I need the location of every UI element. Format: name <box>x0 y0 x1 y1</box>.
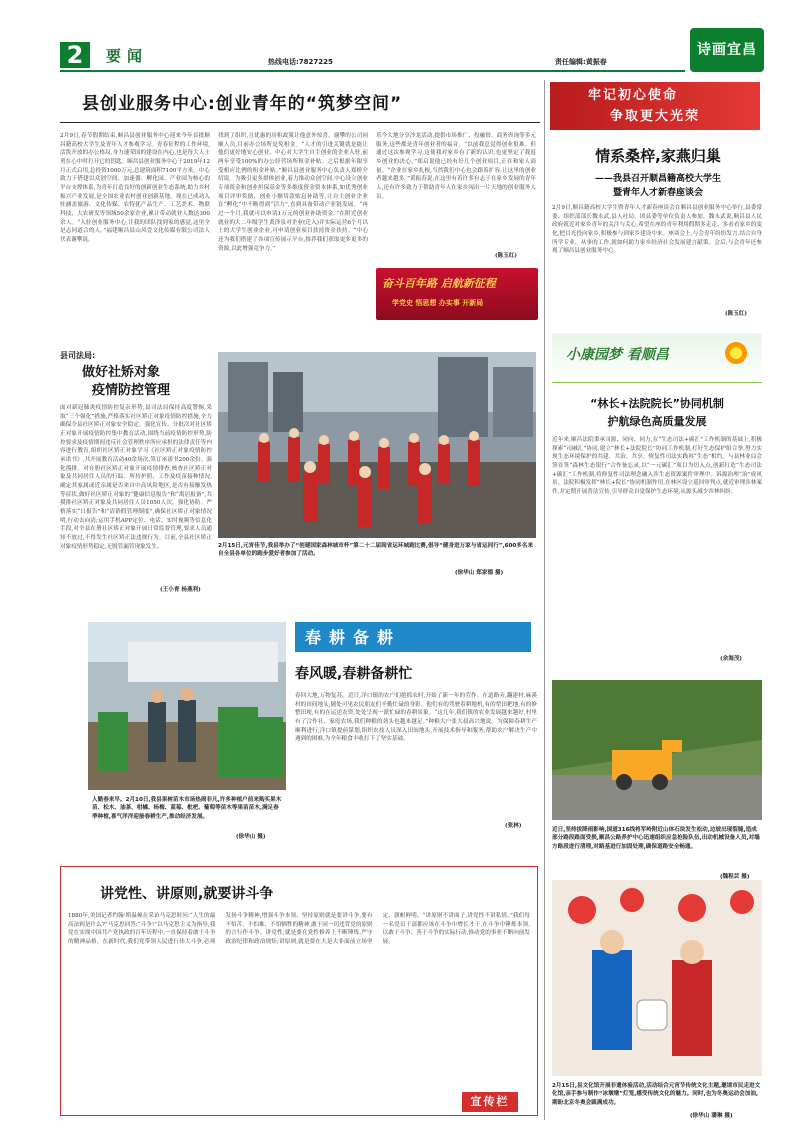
road-credit: (魏程芸 摄) <box>720 874 750 880</box>
xiaokang-banner <box>552 333 762 383</box>
spring-banner-text: 春耕备耕 <box>305 628 402 647</box>
mission-banner <box>550 82 760 130</box>
court-byline: (王小青 杨燕利) <box>160 587 201 593</box>
spring-byline: (张林) <box>505 823 522 829</box>
mission-line-2: 争取更大光荣 <box>610 109 701 124</box>
lantern-credit: (徐华山 潘琳 摄) <box>690 1113 733 1119</box>
column-divider <box>544 80 545 1120</box>
flower-icon <box>722 339 750 367</box>
court-body: 面对新冠肺炎疫情防控复杂形势,县司法局保持高度警惕,采取“三个强化”措施,严格落实社区矫正对象疫情防控措施,全力确保全县社区矫正对象安全稳定。强化宣传。分批次对社区矫正对象开展疫情防控集中教育活动,围绕当前疫情防控形势,防控要求及疫情期间违反社会管理秩序所应承担的法律责任等内容进行教育,组织社区矫正对象学习《社区矫正对象疫情防控承诺书》,共开展教育活动40余场次,签订承诺书200余份。强化摸排。对在册社区矫正对象开展疫情排查,核查社区矫正对象及共同居住人员的行踪、所持护照、工作及疫苗接种情况,确定其家属或近亲属是否来自中高风险地区,是否有接触发热等症状,做好社区矫正对象的“健康信息报告”和“离居报备”,共摸排社区矫正对象及共同居住人员1050人次。强化协防。严格落实“日报告”和“请销假管理制度”,确保社区矫正对象情况明,行动去向清;运用手机APP定位、电话、实时视频等信息化手段,对全县在册社区矫正对象开展日常监督管理,要求人员通知不放过,不得发生社区矫正法违规行为。目前,全县社区矫正对象疫情形势稳定,无脱管漏管现象发生。 <box>60 405 212 550</box>
youth-byline: (陈玉红) <box>725 311 748 317</box>
page-number: 2 <box>66 41 84 69</box>
road-photo <box>552 680 762 820</box>
court-headline-1: 做好社矫对象 <box>82 365 161 380</box>
lead-rule <box>60 122 540 123</box>
forest-headline-2: 护航绿色高质量发展 <box>607 415 707 428</box>
page-number-box <box>60 42 90 68</box>
xiaokang-text: 小康园梦 看顺昌 <box>566 347 669 363</box>
road-scene <box>552 680 762 820</box>
spring-body: 春回大地,万物复苏。近日,洋口镇的农户们抢抓农时,开始了新一年的劳作。在道路旁,翻建村,麻溪村的田间地头,随处可见农民朋友们辛勤忙碌的身影。他们有的驾驶着耕地机,有的犁田耙地,有的修整田埂,有的在运送农资,处处呈现一派忙碌的春耕景象。“这几年,我们镇的农业发展越来越好,村里有了合作社、家庭农场,我们种粮的劲头也越来越足。”种粮大户张大叔高兴地说。为保障春耕生产顺利进行,洋口镇提前谋划,组织农技人员深入田间地头,开展技术指导和服务,帮助农户解决生产中遇到的困难,为全年粮食丰收打下了坚实基础。 <box>295 693 537 743</box>
marathon-credit: (徐华山 郑家德 摄) <box>455 570 504 576</box>
promo-tag-text: 宣传栏 <box>470 1095 510 1108</box>
masthead <box>30 28 770 74</box>
lead-headline: 县创业服务中心:创业青年的“筑梦空间” <box>82 94 403 114</box>
editor-credit: 责任编辑:黄振春 <box>555 58 607 66</box>
forest-byline: (余海茂) <box>720 656 743 662</box>
centenary-sub: 学党史 悟思想 办实事 开新局 <box>392 299 484 307</box>
market-caption: 人勤春来早。2月10日,我县果树苗木市场热闹非凡,许多种植户前来购买果木苗、松木、油茶、柑橘、杨梅、蓝莓、枇杷、葡萄等苗木等果苗苗木,满足春季种植,喜气洋洋迎接春耕生产,推动经济发展。 <box>92 797 282 820</box>
market-scene <box>88 622 286 790</box>
party-body: 1880年,美国记者约翰·斯温顿在采访马克思时问:“人生的最高法则是什么?”马克思回答:“斗争!”以马克思主义为指导,我党在实现中国共产党执政的百年历程中,一直保持着敢于斗争的精神品格。在新时代,我们党带领人民进行伟大斗争,必须发扬斗争精神,增强斗争本领。坚持原则就是要讲斗争,要有不怕苦、不怕难、不怕牺牲的精神,敢于同一切违背党的原则的言行作斗争。讲党性,就是要在党性修养上不断锤炼,严守政治纪律和政治规矩;讲原则,就是要在大是大非面前立场坚定、旗帜鲜明。“讲原则不讲面子,讲党性不讲私情。”我们每一名党员干部都应该在斗争中增长才干,在斗争中锤炼本领,以敢于斗争、善于斗争的实际行动,推动党的事业不断向前发展。 <box>68 913 530 945</box>
marathon-scene <box>218 352 536 538</box>
market-photo <box>88 622 286 790</box>
forest-body: 近年来,顺昌法院秉承司源、同向、同力,在“生态司法+碳汇”工作机制的基础上,积极探索“司融汇”协同,建立“林长+法院院长”协同工作机制,打好生态保护组合拳,努力实现生态环境保护的共建、共治、共享。恢复性司法实践再“生态”相约。与县林业局会签首签“森林生态银行”合作备忘录,以“一元碳汇”项目为切入点,创新打造“生态司法+碳汇”工作机制,将修复性司法理念融入涉生态资源案件审理中。诉源治理“治”成风景。法院积极发挥“林长+院长”协同机制作用,在林区设立巡回审判点,就近审理涉林案件,并定期开展普法宣传,引导群众自觉保护生态环境,从源头减少涉林纠纷。 <box>552 437 762 495</box>
lantern-caption: 2月15日,县文化馆开展非遗体验活动,活动结合元宵节传统文化主题,邀请市民走进文化馆,亲手参与制作“冰墩墩”灯笼,感受传统文化的魅力。同时,也为冬奥运动会加油,期盼北京冬奥会圆满成功。 <box>552 1083 761 1106</box>
youth-headline: 情系桑梓,家燕归巢 <box>595 147 721 165</box>
centenary-title: 奋斗百年路 启航新征程 <box>382 277 496 290</box>
hotline: 热线电话:7827225 <box>268 58 333 66</box>
court-kicker: 县司法局: <box>60 351 96 360</box>
lantern-photo <box>552 880 762 1076</box>
marathon-caption: 2月15日,元宵佳节,我县举办了“创建国家森林城市杯”第二十二届闽省运环城跑比赛,倡导“健身进万家与省运同行”,600多名来自全县各单位的跑步爱好者参加了活动。 <box>218 543 534 558</box>
spring-banner <box>295 622 531 652</box>
youth-body: 2月9日,顺昌籍高校大学生暨青年人才新春座谈会在顺昌县创业服务中心举行,县委常委、组织部部长魏永武,县人社局、团县委等单位负责人参加。魏永武说,顺昌县人民政府就近对家乡青年的关注与关心,希望在座的青年利用假期多走走、多看看家乡的变化,把目光投向家乡,积极参与到家乡建设中来。座谈会上,与会青年纷纷发言,结合自身所学专业、从事的工作,就如何助力家乡经济社会发展建言献策。会后,与会青年还参观了顺昌县创业服务中心。 <box>552 205 762 255</box>
youth-subhead-2: 暨青年人才新春座谈会 <box>612 188 703 198</box>
masthead-rule <box>60 70 685 72</box>
marathon-photo <box>218 352 536 538</box>
centenary-banner <box>376 268 538 320</box>
masthead-logo <box>690 28 764 72</box>
promo-tag <box>462 1092 518 1112</box>
lantern-scene <box>552 880 762 1076</box>
lead-column-3: 乐今大地分享沙龙活动,提供市场推广、投融资、商务咨询等多元服务,这些都是青年创业者的福音。“以前我总觉得创业很难。但通过这次参观学习,这使我对家乡有了新的认识,也更坚定了我返乡创业的决心。”郑启说他已经有好几个创业项目,正在和家人商量。“企业在家乡扎根,当然我们中心也会跟着扩容,让这里的创业者越来越多。”黄振春说,在这里有着许多有志于在家乡发展的青年人,还有许多致力于帮助青年人在家乡闯出一片天地的创业服务人员。 <box>376 133 536 200</box>
market-credit: (徐华山 摄) <box>236 834 266 840</box>
lead-column-2: 找到了组织,且优惠的房租政策让他意外惊喜。谢攀的公司同顺人员,目前办公场所是免租金。“人才的引进关键就是能让他们更好地安心创业。中心对大学生自主创业的企业入驻,前两年享受100%的办公经营场所租金补贴。之后根据年限享受相应比例的租金补贴。”顺昌县创业服务中心负责人郑桥介绍说。为吸引更多群体创业,着力推动众创空间,中心设立创业专项资金和创业担保基金等多维度资金资本体系,如优秀创业项目评审奖励、创业小额贷款贴息补助等,让自主创业企业在“孵化”中不断得到“活力”,直到具备带动产业链发展。“再过一个月,我就可以申请1万元的创业补助资金。”在附近创业就业的大二年级学生黄泽泉对企业(迁入)并实际运营6个月以上的大学生创业企业,可申请创业项目扶持资金扶持。“中心还为我们搭建了各项宣传展示平台,推荐我们获取更多更多的资源,以此增强竞争力。” <box>218 133 368 252</box>
lead-byline: (陈玉红) <box>495 253 518 259</box>
forest-headline-1: “林长+法院院长”协同机制 <box>590 397 724 410</box>
section-title: 要闻 <box>106 47 149 65</box>
court-headline-2: 疫情防控管理 <box>92 383 171 398</box>
spring-headline: 春风暖,春耕备耕忙 <box>295 666 413 682</box>
logo-text: 诗画宜昌 <box>697 42 757 58</box>
youth-subhead-1: ——我县召开顺昌籍高校大学生 <box>594 174 721 184</box>
mission-line-1: 牢记初心使命 <box>588 88 679 103</box>
lead-column-1: 2月9日,春节假期结束,顺昌县创业服务中心迎来今年首批顺昌籍高校大学生及青年人才参观学习。青春征程的工作环境,活泼开放的办公格局,身力速荣国的建设在内心,也是每大人士勇在心中时打开它的钥匙。顺昌县创业服务中心于2019年12月正式启用,总投资1000万元,总建筑面积7100平方米。中心致力于搭建以众创空间、加速器、孵化园、产业园为核心的平台支撑体系,为青年打造良好的创新创业生态系统,助力乡村振兴产业发展,是全国农业农村创业创新基地。现在已成功入驻涵盖旅游、文化传媒、农特优产品生产、工艺美术、物联科技、大农研发等领域50余家企业,累计带动就业人数达300余人。“入驻创业服务中心,让我的团队找到家的感觉,这里全是志同道合的人。”福建顺昌县山风壹文化传媒有限公司法人代表谢攀说。 <box>60 133 210 243</box>
party-headline: 讲党性、讲原则,就要讲斗争 <box>100 886 274 902</box>
road-caption: 近日,坚持拔降雨影响,国道316线将军岭附近山体石块发生松动,边坡出现裂缝,造成部分路段路面受损,顺昌公路养护中心迅速组织应急抢险队伍,出动机械设备人员,对塌方路段进行清理,对路基进行加固处理,确保道路安全畅通。 <box>552 827 760 850</box>
